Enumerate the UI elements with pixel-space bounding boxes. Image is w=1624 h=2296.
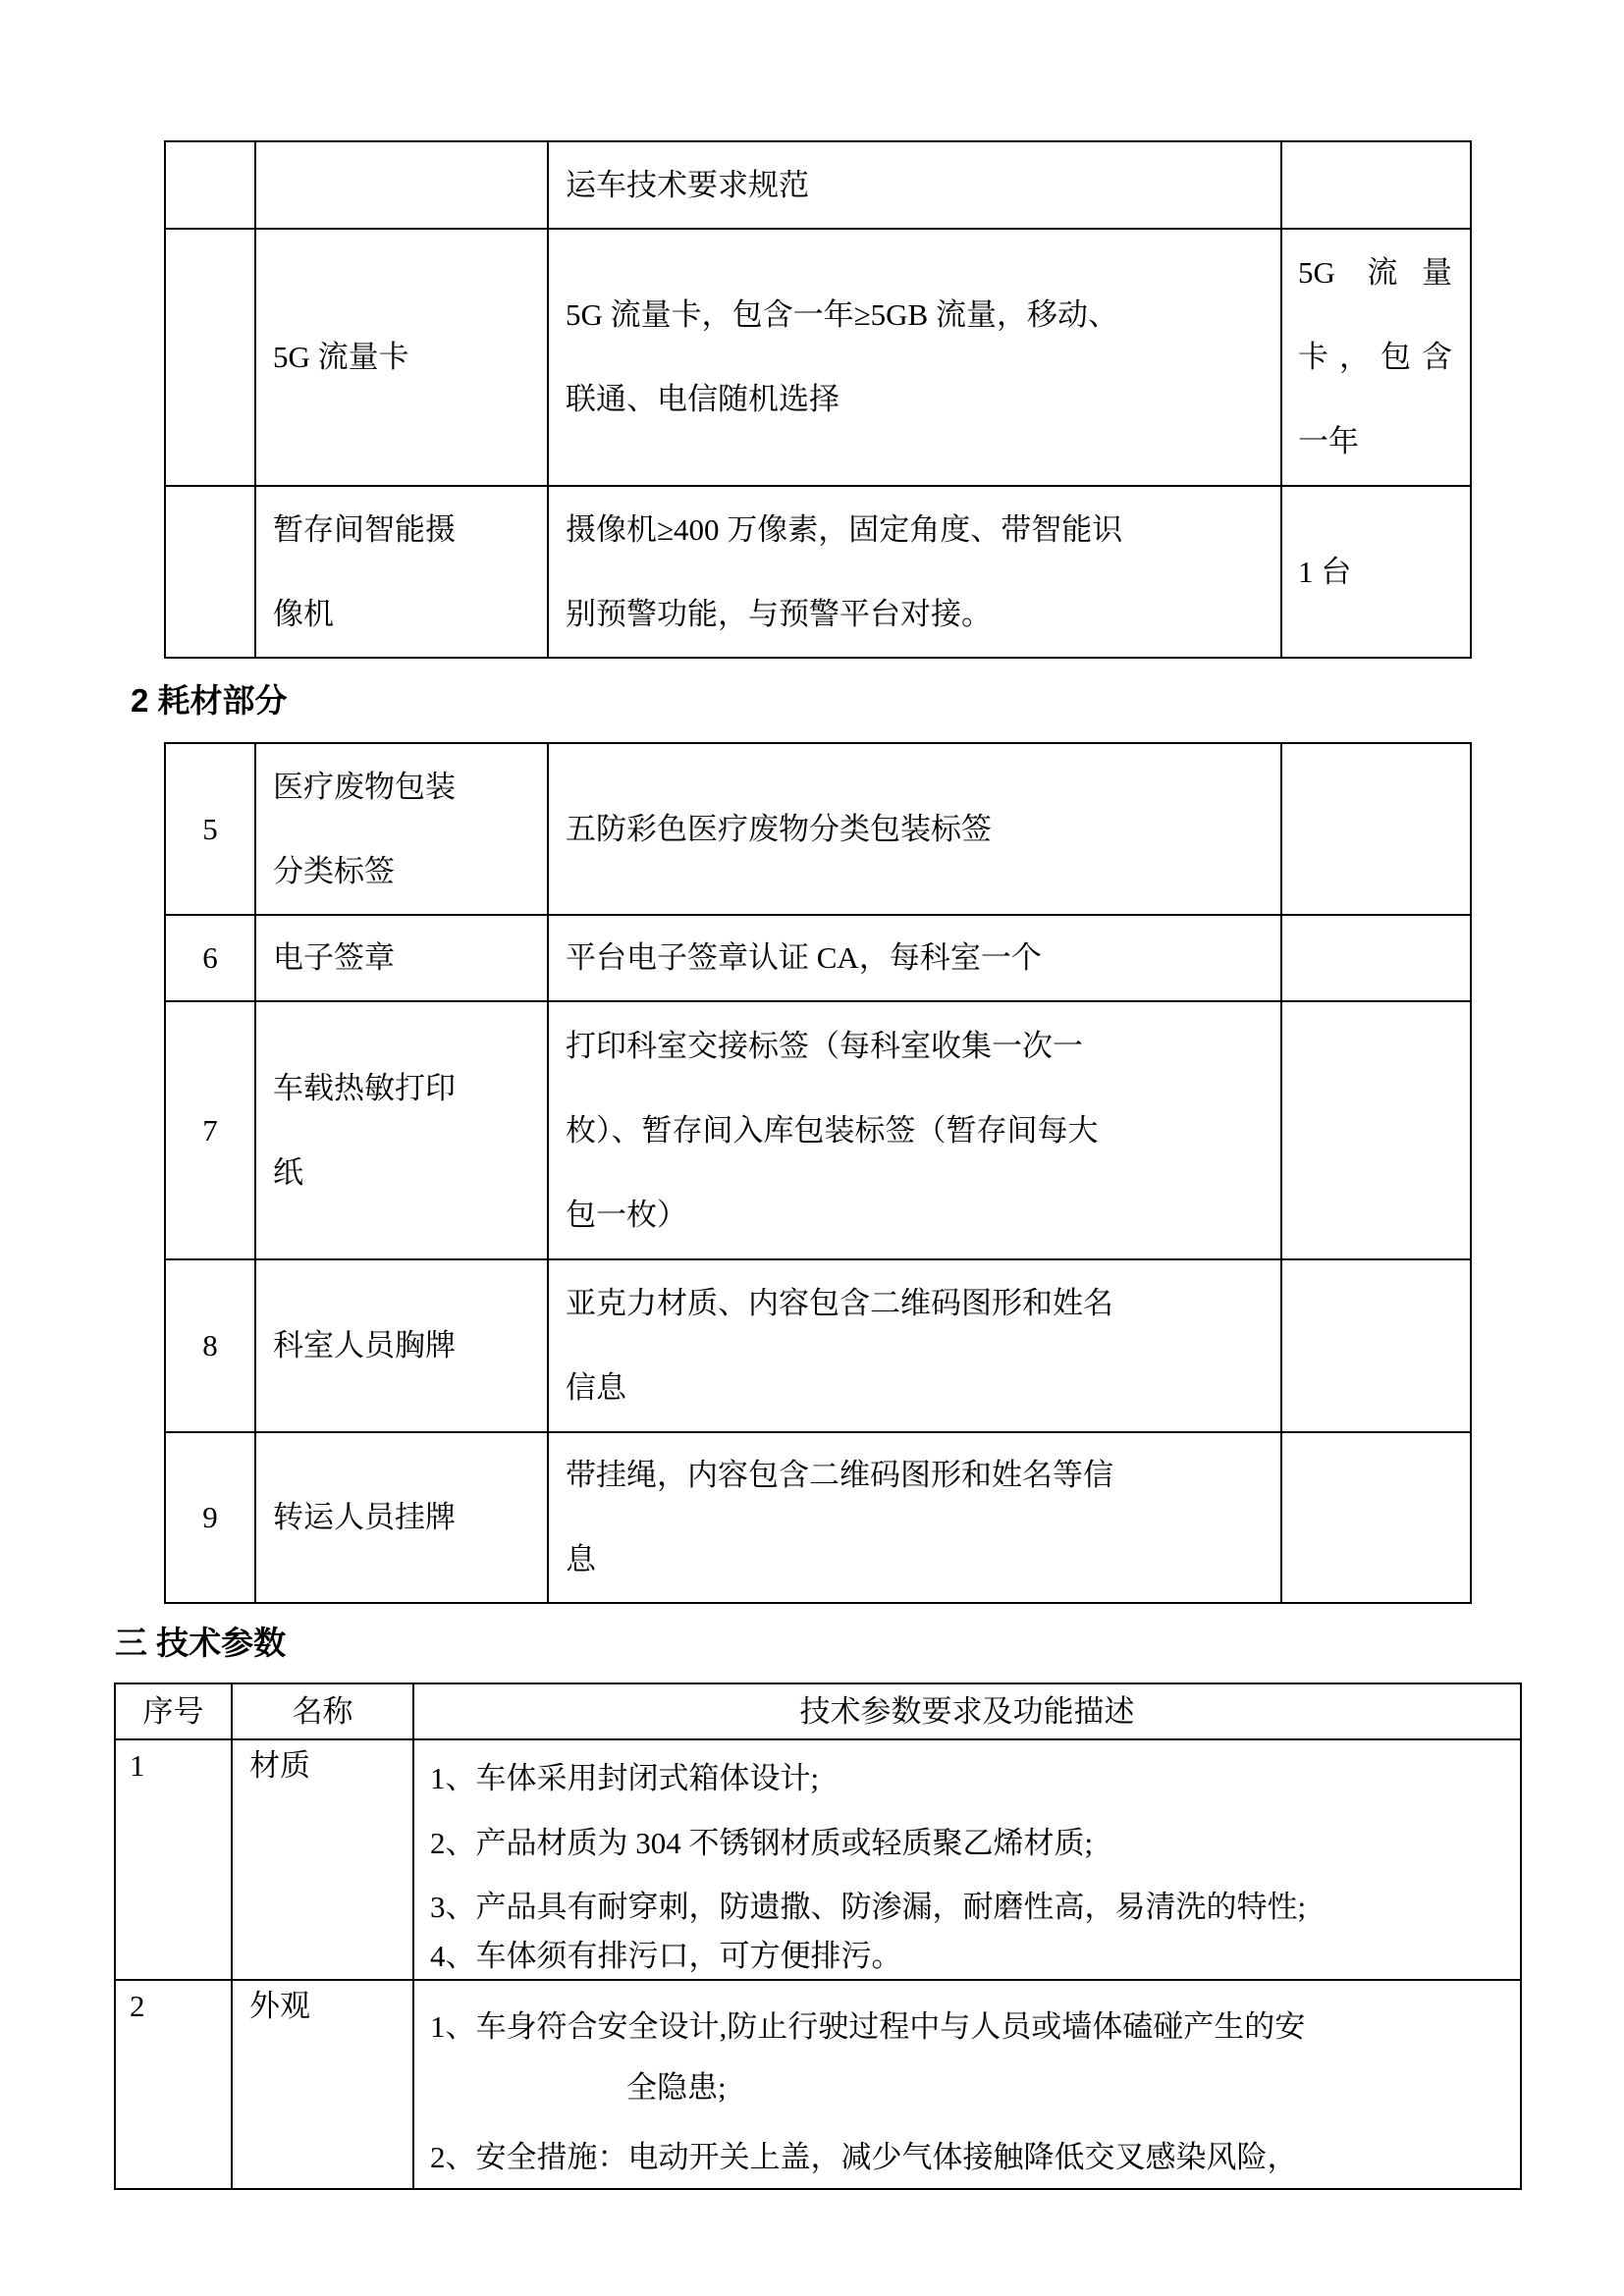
desc-line: 2、产品材质为 304 不锈钢材质或轻质聚乙烯材质;: [430, 1826, 1094, 1860]
table-row: [165, 1001, 1471, 1259]
name-line: 科室人员胸牌: [273, 1328, 456, 1362]
name-line: 分类标签: [273, 853, 395, 888]
header-desc: 技术参数要求及功能描述: [413, 1683, 1521, 1739]
table-row: [165, 141, 1471, 229]
cell-qty: [1281, 1432, 1471, 1603]
table-row: [165, 915, 1471, 1001]
desc-line: 全隐患;: [626, 2070, 727, 2105]
desc-line: 亚克力材质、内容包含二维码图形和姓名: [566, 1286, 1113, 1320]
cell-name: [255, 141, 548, 229]
desc-line: 包一枚）: [566, 1197, 687, 1232]
header-name: 名称: [232, 1683, 413, 1739]
qty-line: 1 台: [1298, 554, 1352, 589]
cell-desc: [548, 486, 1281, 658]
cell-desc: [548, 229, 1281, 486]
desc-line: 5G 流量卡，包含一年≥5GB 流量，移动、: [566, 297, 1118, 332]
name-line: 车载热敏打印: [273, 1070, 456, 1105]
cell-desc: [548, 743, 1281, 915]
cell-num: 1: [115, 1739, 232, 1980]
cell-name: [255, 1259, 548, 1432]
cell-desc: [548, 1001, 1281, 1259]
cell-name: [255, 1001, 548, 1259]
desc-line: 枚）、暂存间入库包装标签（暂存间每大: [566, 1112, 1099, 1148]
table-row: [165, 1259, 1471, 1432]
cell-num: 6: [165, 915, 255, 1001]
desc-line: 1、车身符合安全设计,防止行驶过程中与人员或墙体磕碰产生的安: [430, 2009, 1306, 2044]
desc-line: 运车技术要求规范: [566, 167, 809, 202]
cell-desc: [548, 915, 1281, 1001]
cell-name: [255, 1432, 548, 1603]
table-row: [165, 229, 1471, 486]
cell-num: [165, 141, 255, 229]
header-num: 序号: [115, 1683, 232, 1739]
table-row: [165, 743, 1471, 915]
desc-line: 2、安全措施：电动开关上盖，减少气体接触降低交叉感染风险，: [430, 2140, 1298, 2174]
tech-params-table: [114, 1682, 1522, 2190]
cell-name: 外观: [232, 1980, 413, 2189]
cell-num: [165, 486, 255, 658]
cell-num: 5: [165, 743, 255, 915]
desc-line: 平台电子签章认证 CA，每科室一个: [566, 940, 1042, 975]
cell-name: [255, 229, 548, 486]
table-row: [115, 1739, 1521, 1980]
table-row: [115, 1980, 1521, 2189]
cell-qty: [1281, 486, 1471, 658]
table-row: [165, 1432, 1471, 1603]
qty-line: 一年: [1298, 424, 1359, 458]
name-line: 纸: [273, 1154, 303, 1190]
consumables-table: [164, 742, 1472, 1604]
desc-line: 带挂绳，内容包含二维码图形和姓名等信: [566, 1458, 1113, 1492]
desc-line: 摄像机≥400 万像素，固定角度、带智能识: [566, 511, 1123, 547]
desc-line: 息: [566, 1542, 596, 1576]
cell-num: 9: [165, 1432, 255, 1603]
cell-name: 材质: [232, 1739, 413, 1980]
cell-qty: [1281, 743, 1471, 915]
cell-desc: [548, 141, 1281, 229]
qty-line: 卡，包含: [1298, 340, 1452, 374]
cell-num: 8: [165, 1259, 255, 1432]
cell-desc: [548, 1259, 1281, 1432]
desc-line: 3、产品具有耐穿刺，防遗撒、防渗漏，耐磨性高，易清洗的特性;: [430, 1890, 1307, 1924]
cell-num: [165, 229, 255, 486]
section-heading-consumables: 2 耗材部分: [131, 682, 288, 719]
name-line: 暂存间智能摄: [273, 511, 456, 547]
equipment-table: [164, 140, 1472, 659]
desc-line: 信息: [566, 1370, 626, 1405]
cell-desc: [413, 1980, 1521, 2189]
name-line: 医疗废物包装: [273, 769, 456, 804]
cell-desc: [548, 1432, 1281, 1603]
cell-num: 7: [165, 1001, 255, 1259]
desc-line: 别预警功能，与预警平台对接。: [566, 596, 992, 631]
name-line: 电子签章: [273, 940, 395, 975]
cell-num: 2: [115, 1980, 232, 2189]
cell-qty: [1281, 1259, 1471, 1432]
table-row: [165, 486, 1471, 658]
qty-line: 5G 流量: [1298, 255, 1452, 290]
desc-line: 联通、电信随机选择: [566, 382, 839, 416]
cell-name: [255, 915, 548, 1001]
section-heading-tech-params: 三 技术参数: [115, 1625, 287, 1661]
cell-qty: [1281, 229, 1471, 486]
name-line: 像机: [273, 596, 334, 631]
cell-qty: [1281, 141, 1471, 229]
desc-line: 4、车体须有排污口，可方便排污。: [430, 1939, 902, 1973]
cell-desc: [413, 1739, 1521, 1980]
name-line: 5G 流量卡: [273, 340, 409, 374]
desc-line: 1、车体采用封闭式箱体设计;: [430, 1761, 820, 1795]
name-line: 转运人员挂牌: [273, 1500, 456, 1534]
desc-line: 打印科室交接标签（每科室收集一次一: [566, 1028, 1083, 1063]
cell-qty: [1281, 1001, 1471, 1259]
table-header-row: [115, 1683, 1521, 1739]
cell-qty: [1281, 915, 1471, 1001]
cell-name: [255, 743, 548, 915]
desc-line: 五防彩色医疗废物分类包装标签: [566, 811, 992, 846]
cell-name: [255, 486, 548, 658]
